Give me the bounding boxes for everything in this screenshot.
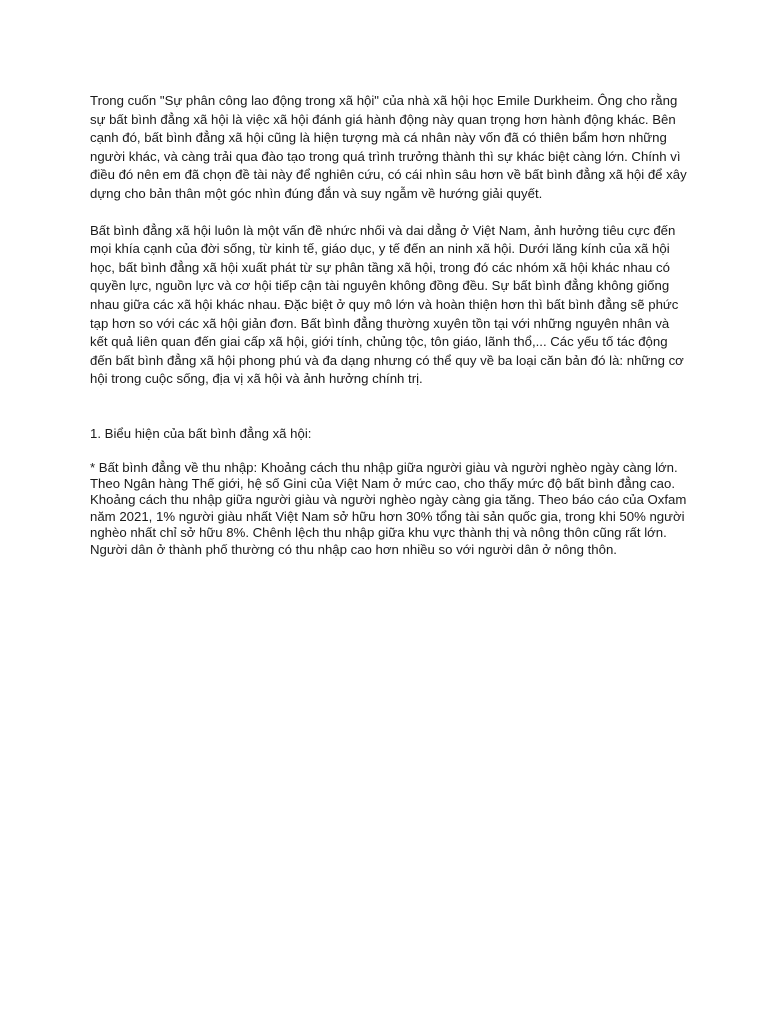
heading-spacer (90, 444, 690, 460)
paragraph-spacer (90, 204, 690, 222)
intro-paragraph: Trong cuốn "Sự phân công lao động trong xã hội" của nhà xã hội học Emile Durkheim. Ông cho rằng sự bất bình đẳng xã hội là việc xã hội đánh giá hành động này quan trọng hơn hành động khác. Bên cạnh đó, bất bình đẳng xã hội cũng là hiện tượng mà cá nhân này vốn đã có thiên bẩm hơn những người khác, và càng trải qua đào tạo trong quá trình trưởng thành thì sự khác biệt càng lớn. Chính vì điều đó nên em đã chọn đề tài này để nghiên cứu, có cái nhìn sâu hơn về bất bình đẳng xã hội để xây dựng cho bản thân một góc nhìn đúng đắn và suy ngẫm về hướng giải quyết. (90, 93, 687, 201)
section-spacer (90, 389, 690, 425)
income-inequality-paragraph: * Bất bình đẳng về thu nhập: Khoảng cách thu nhập giữa người giàu và người nghèo ngày càng lớn. Theo Ngân hàng Thế giới, hệ số Gini của Việt Nam ở mức cao, cho thấy mức độ bất bình đẳng cao. Khoảng cách thu nhập giữa người giàu và người nghèo ngày càng gia tăng. Theo báo cáo của Oxfam năm 2021, 1% người giàu nhất Việt Nam sở hữu hơn 30% tổng tài sản quốc gia, trong khi 50% người nghèo nhất chỉ sở hữu 8%. Chênh lệch thu nhập giữa khu vực thành thị và nông thôn cũng rất lớn. Người dân ở thành phố thường có thu nhập cao hơn nhiều so với người dân ở nông thôn. (90, 459, 687, 557)
section-heading: 1. Biểu hiện của bất bình đẳng xã hội: (90, 425, 312, 441)
context-paragraph: Bất bình đẳng xã hội luôn là một vấn đề nhức nhối và dai dẳng ở Việt Nam, ảnh hưởng tiêu cực đến mọi khía cạnh của đời sống, từ kinh tế, giáo dục, y tế đến an ninh xã hội. Dưới lăng kính của xã hội học, bất bình đẳng xã hội xuất phát từ sự phân tầng xã hội, trong đó các nhóm xã hội khác nhau có quyền lực, nguồn lực và cơ hội tiếp cận tài nguyên không đồng đều. Sự bất bình đẳng không giống nhau giữa các xã hội khác nhau. Đặc biệt ở quy mô lớn và hoàn thiện hơn thì bất bình đẳng sẽ phức tạp hơn so với các xã hội giản đơn. Bất bình đẳng thường xuyên tồn tại với những nguyên nhân và kết quả liên quan đến giai cấp xã hội, giới tính, chủng tộc, tôn giáo, lãnh thổ,... Các yếu tố tác động đến bất bình đẳng xã hội phong phú và đa dạng nhưng có thể quy về ba loại căn bản đó là: những cơ hội trong cuộc sống, địa vị xã hội và ảnh hưởng chính trị. (90, 222, 684, 387)
document-body (90, 92, 690, 558)
